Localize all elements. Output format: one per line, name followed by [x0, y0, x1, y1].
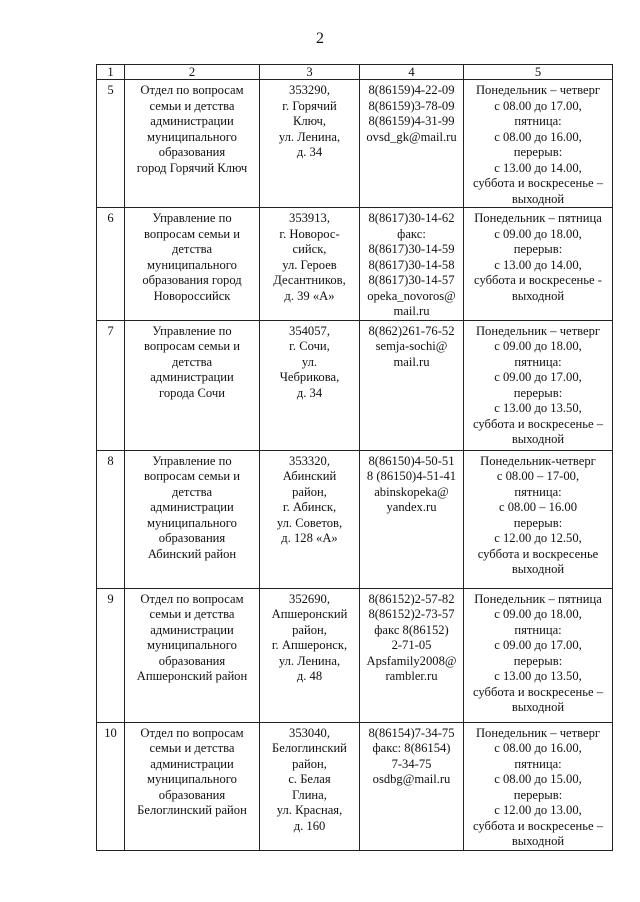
organization-address: 353320, Абинский район, г. Абинск, ул. Советов, д. 128 «А»: [260, 450, 360, 588]
row-number: 10: [97, 722, 125, 850]
table-row: [97, 208, 613, 321]
organization-contacts: 8(86154)7-34-75 факс: 8(86154) 7-34-75 osdbg@mail.ru: [360, 722, 464, 850]
organization-contacts: 8(862)261-76-52 semja-sochi@ mail.ru: [360, 320, 464, 450]
organization-name: Отдел по вопросам семьи и детства администрации муниципального образования Белоглинский район: [125, 722, 260, 850]
row-number: 5: [97, 80, 125, 208]
column-header: 2: [125, 65, 260, 80]
working-hours: Понедельник – четверг с 08.00 до 16.00, пятница: с 08.00 до 15.00, перерыв: с 12.00 до 13.00, суббота и воскресенье – выходной: [464, 722, 613, 850]
table-row: [97, 80, 613, 208]
organization-name: Отдел по вопросам семьи и детства администрации муниципального образования город Горячий Ключ: [125, 80, 260, 208]
organization-address: 353913, г. Новорос- сийск, ул. Героев Десантников, д. 39 «А»: [260, 208, 360, 321]
table-row: [97, 588, 613, 722]
organization-contacts: 8(86150)4-50-51 8 (86150)4-51-41 abinskopeka@ yandex.ru: [360, 450, 464, 588]
organization-name: Управление по вопросам семьи и детства администрации муниципального образования Абинский район: [125, 450, 260, 588]
column-header: 1: [97, 65, 125, 80]
page-number: 2: [316, 30, 324, 47]
table-header-row: [97, 65, 613, 80]
working-hours: Понедельник – пятница с 09.00 до 18.00, пятница: с 09.00 до 17.00, перерыв: с 13.00 до 13.50, суббота и воскресенье – выходной: [464, 588, 613, 722]
column-header: 5: [464, 65, 613, 80]
working-hours: Понедельник – четверг с 09.00 до 18.00, пятница: с 09.00 до 17.00, перерыв: с 13.00 до 13.50, суббота и воскресенье – выходной: [464, 320, 613, 450]
organization-name: Отдел по вопросам семьи и детства администрации муниципального образования Апшеронский район: [125, 588, 260, 722]
table-row: [97, 722, 613, 850]
column-header: 4: [360, 65, 464, 80]
working-hours: Понедельник – четверг с 08.00 до 17.00, пятница: с 08.00 до 16.00, перерыв: с 13.00 до 14.00, суббота и воскресенье – выходной: [464, 80, 613, 208]
organization-contacts: 8(86152)2-57-82 8(86152)2-73-57 факс 8(86152) 2-71-05 Apsfamily2008@ rambler.ru: [360, 588, 464, 722]
contacts-table: [96, 64, 613, 851]
organization-address: 352690, Апшеронский район, г. Апшеронск, ул. Ленина, д. 48: [260, 588, 360, 722]
table-row: [97, 320, 613, 450]
organization-name: Управление по вопросам семьи и детства муниципального образования город Новороссийск: [125, 208, 260, 321]
working-hours: Понедельник – пятница с 09.00 до 18.00, перерыв: с 13.00 до 14.00, суббота и воскресенье - выходной: [464, 208, 613, 321]
working-hours: Понедельник-четверг с 08.00 – 17-00, пятница: с 08.00 – 16.00 перерыв: с 12.00 до 12.50, суббота и воскресенье выходной: [464, 450, 613, 588]
organization-contacts: 8(86159)4-22-09 8(86159)3-78-09 8(86159)4-31-99 ovsd_gk@mail.ru: [360, 80, 464, 208]
table-row: [97, 450, 613, 588]
organization-address: 353040, Белоглинский район, с. Белая Глина, ул. Красная, д. 160: [260, 722, 360, 850]
organization-address: 354057, г. Сочи, ул. Чебрикова, д. 34: [260, 320, 360, 450]
column-header: 3: [260, 65, 360, 80]
row-number: 8: [97, 450, 125, 588]
row-number: 6: [97, 208, 125, 321]
organization-address: 353290, г. Горячий Ключ, ул. Ленина, д. 34: [260, 80, 360, 208]
organization-contacts: 8(8617)30-14-62 факс: 8(8617)30-14-59 8(8617)30-14-58 8(8617)30-14-57 opeka_novoros@ mail.ru: [360, 208, 464, 321]
row-number: 9: [97, 588, 125, 722]
organization-name: Управление по вопросам семьи и детства администрации города Сочи: [125, 320, 260, 450]
row-number: 7: [97, 320, 125, 450]
